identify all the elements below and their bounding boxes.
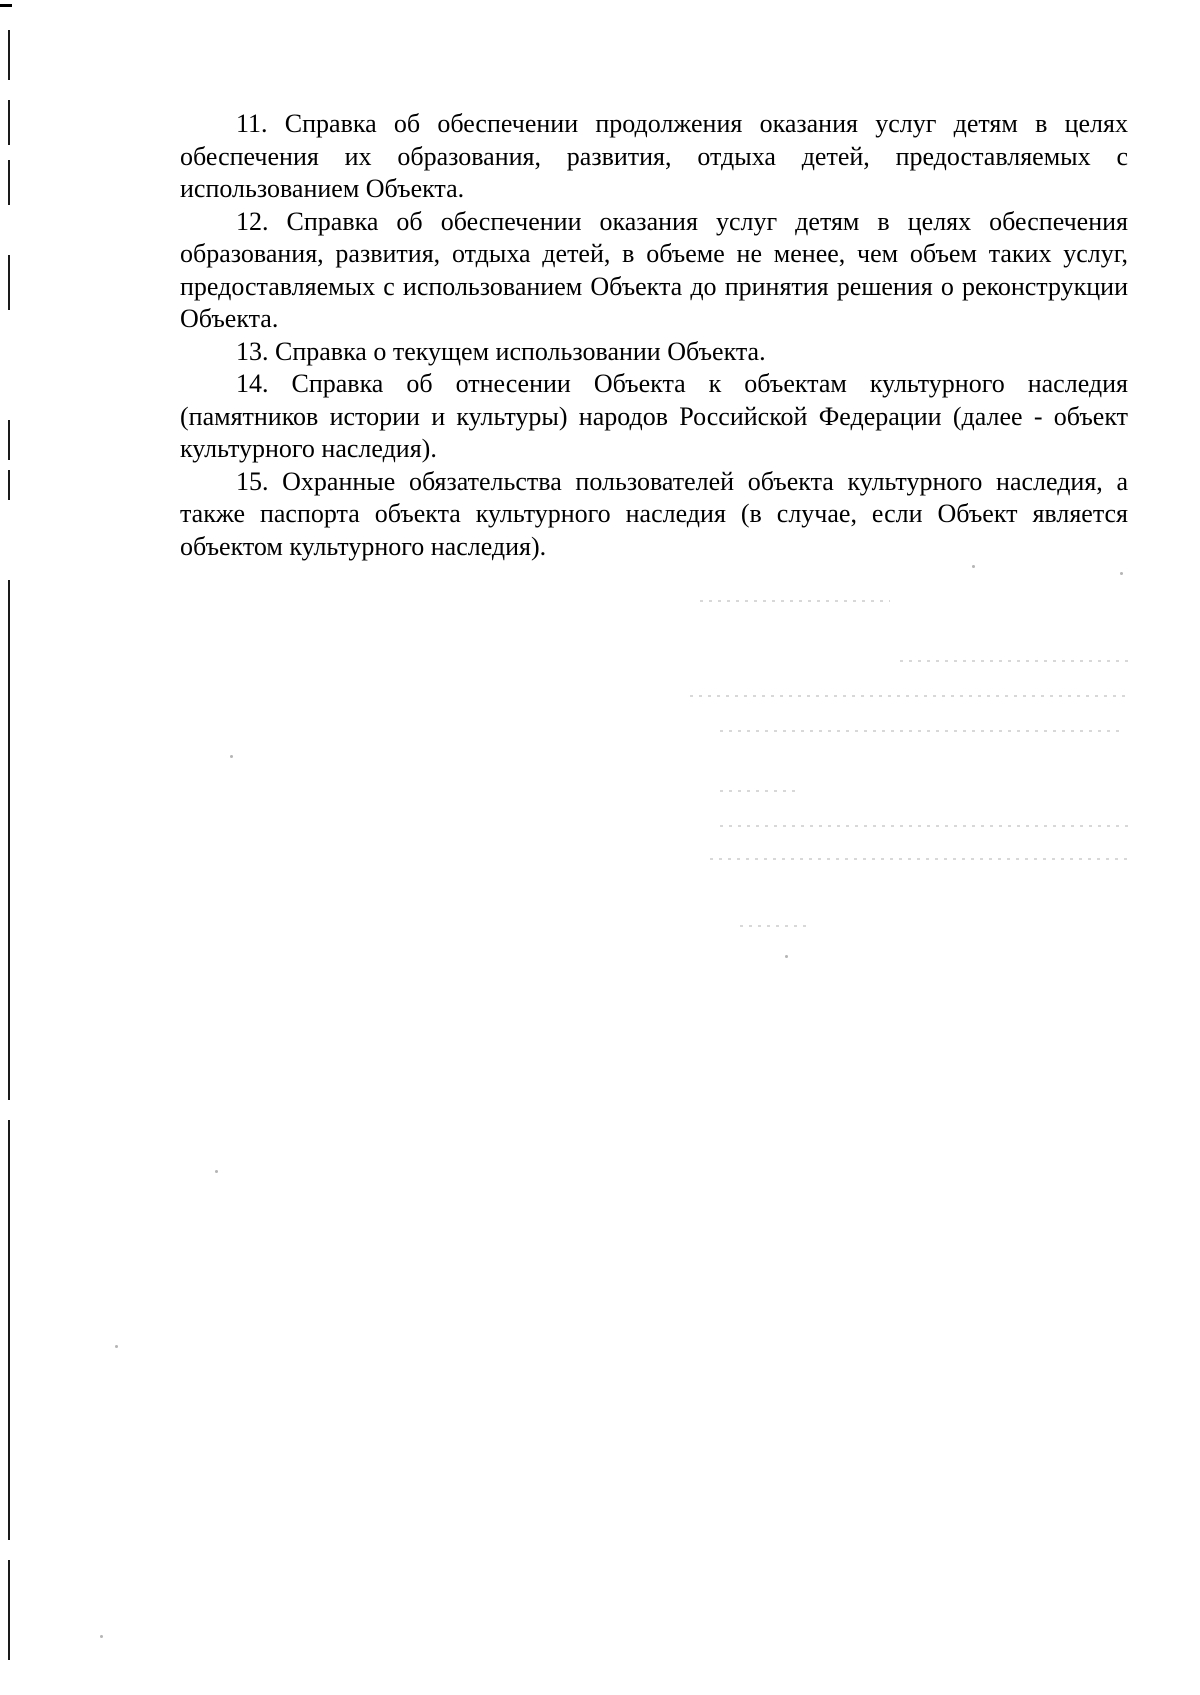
bleed-through-line — [720, 790, 800, 792]
scan-corner-mark — [0, 4, 12, 7]
paragraph-item-12: 12. Справка об обеспечении оказания услуг детям в целях обеспечения образования, развития, отдыха детей, в объеме не менее, чем объем таких услуг, предоставляемых с использованием Объекта до принятия решения о реконструкции Объекта. — [180, 206, 1128, 333]
bleed-through-line — [710, 858, 1130, 860]
scan-speck — [215, 1170, 218, 1173]
scan-speck — [1120, 572, 1123, 575]
bleed-through-line — [700, 600, 890, 602]
bleed-through-line — [690, 695, 1130, 697]
paragraph-item-14: 14. Справка об отнесении Объекта к объектам культурного наследия (памятников истории и культуры) народов Российской Федерации (далее - объект культурного наследия). — [180, 369, 1128, 463]
scan-speck — [100, 1635, 103, 1638]
bleed-through-line — [740, 925, 810, 927]
scan-speck — [230, 755, 233, 758]
scan-speck — [972, 565, 975, 568]
paragraph-item-11: 11. Справка об обеспечении продолжения оказания услуг детям в целях обеспечения их образования, развития, отдыха детей, предоставляемых с использованием Объекта. — [180, 109, 1128, 203]
bleed-through-line — [720, 825, 1130, 827]
bleed-through-line — [900, 660, 1130, 662]
document-body — [180, 108, 1128, 563]
scan-speck — [785, 955, 788, 958]
bleed-through-line — [720, 730, 1120, 732]
scan-speck — [115, 1345, 118, 1348]
paragraph-item-15: 15. Охранные обязательства пользователей объекта культурного наследия, а также паспорта объекта культурного наследия (в случае, если Объект является объектом культурного наследия). — [180, 466, 1128, 561]
scan-left-edge — [8, 0, 10, 1695]
paragraph-item-13: 13. Справка о текущем использовании Объекта. — [236, 336, 766, 366]
